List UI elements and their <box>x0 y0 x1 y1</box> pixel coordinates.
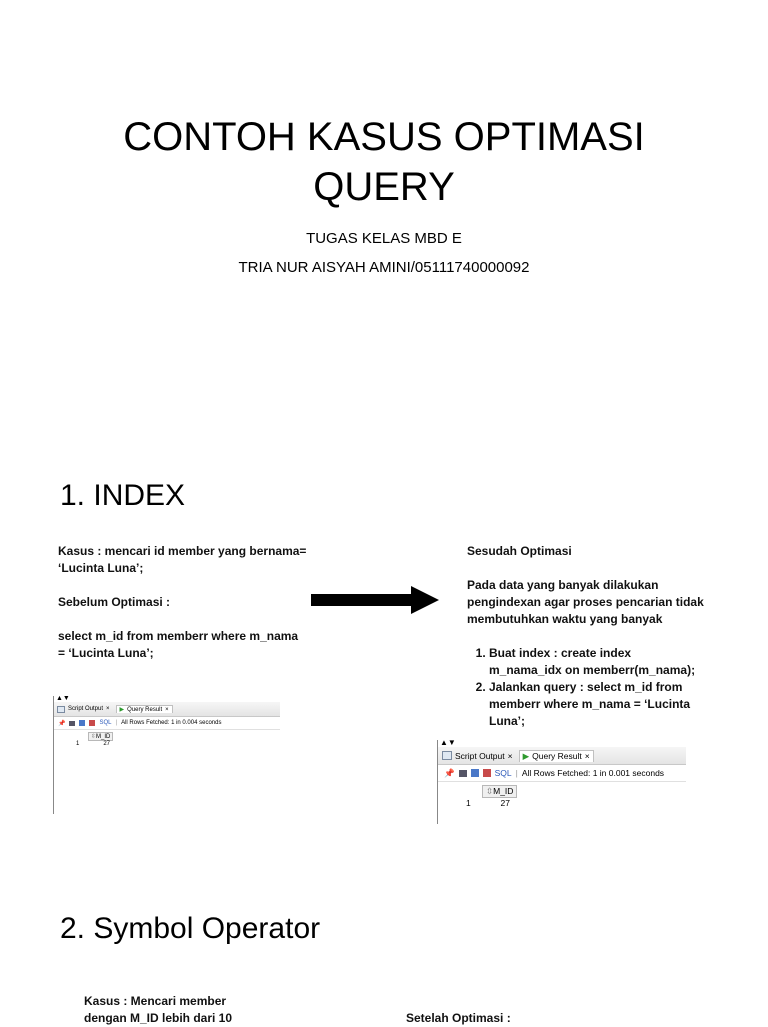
collapse-arrows-icon[interactable]: ▲▼ <box>440 738 456 747</box>
print-icon[interactable] <box>459 770 467 777</box>
panel-toolbar <box>54 717 280 730</box>
tab-query-result[interactable] <box>116 705 173 713</box>
panel-topbar <box>54 696 280 702</box>
slide-title-line2: QUERY <box>313 165 455 209</box>
script-output-icon <box>57 706 65 713</box>
panel-tabs <box>54 702 280 717</box>
panel-topbar <box>438 740 686 747</box>
slide-title-line1: CONTOH KASUS OPTIMASI <box>123 115 645 159</box>
slide-subtitle-author: TRIA NUR AISYAH AMINI/05111740000092 <box>238 259 530 276</box>
after-column <box>467 543 737 730</box>
step-run-query <box>489 679 737 730</box>
query-text-line1: select m_id from memberr where m_nama <box>58 629 299 643</box>
script-output-icon <box>442 751 452 760</box>
table-row[interactable] <box>466 798 686 808</box>
desc-line3: membutuhkan waktu yang banyak <box>467 612 663 626</box>
play-icon: ▶ <box>119 707 125 713</box>
tab-script-output[interactable] <box>442 751 513 761</box>
tab-script-output-label: Script Output <box>455 750 505 761</box>
section2-kasus-line1: Kasus : Mencari member <box>84 994 227 1008</box>
kasus-text-line1: Kasus : mencari id member yang bernama= <box>58 544 307 558</box>
query-result-panel-after <box>437 740 686 824</box>
export-icon[interactable] <box>79 720 85 726</box>
row-number: 1 <box>76 741 80 747</box>
query-result-panel-before <box>53 696 280 814</box>
tab-query-result-label: Query Result <box>127 706 163 713</box>
close-icon[interactable]: × <box>507 750 513 761</box>
section2-setelah-label: Setelah Optimasi : <box>406 1011 511 1025</box>
tab-query-result[interactable] <box>519 750 594 762</box>
fetch-status: All Rows Fetched: 1 in 0.001 seconds <box>521 768 665 778</box>
step2-line2: memberr where m_nama = ‘Lucinta <box>489 697 691 711</box>
desc-line2: pengindexan agar proses pencarian tidak <box>467 595 704 609</box>
tab-script-output[interactable] <box>57 706 110 713</box>
result-grid <box>438 782 686 808</box>
close-icon[interactable]: × <box>165 706 169 713</box>
pin-icon[interactable]: 📌 <box>444 767 455 778</box>
optimization-steps <box>467 645 737 730</box>
print-icon[interactable] <box>69 721 75 726</box>
section-heading-index: 1. INDEX <box>60 479 186 512</box>
column-header-label: M_ID <box>96 734 111 740</box>
toolbar-separator: | <box>515 768 518 778</box>
step1-line1: 1. Buat index : create index <box>489 646 632 660</box>
refresh-icon[interactable] <box>483 769 491 777</box>
refresh-icon[interactable] <box>89 720 95 726</box>
column-header-label: M_ID <box>493 786 514 796</box>
column-header-m-id[interactable]: ⇳M_ID <box>482 785 517 798</box>
step2-line1: 2. Jalankan query : select m_id from <box>489 680 683 694</box>
step-create-index <box>489 645 737 679</box>
section2-kasus <box>84 993 334 1027</box>
table-row[interactable] <box>76 741 280 747</box>
panel-tabs <box>438 747 686 765</box>
slide-subtitle-class: TUGAS KELAS MBD E <box>306 230 462 247</box>
play-icon: ▶ <box>522 750 530 761</box>
step2-line3: Luna’; <box>489 714 525 728</box>
row-number: 1 <box>466 798 471 808</box>
toolbar-separator: | <box>115 720 118 726</box>
desc-line1: Pada data yang banyak dilakukan <box>467 578 659 592</box>
section-heading-symbol-operator: 2. Symbol Operator <box>60 912 321 945</box>
close-icon[interactable]: × <box>584 751 590 761</box>
step1-line2: m_nama_idx on memberr(m_nama); <box>489 663 696 677</box>
close-icon[interactable]: × <box>106 706 110 712</box>
tab-query-result-label: Query Result <box>532 751 582 761</box>
right-arrow-icon <box>311 586 439 614</box>
collapse-arrows-icon[interactable]: ▲▼ <box>56 695 70 702</box>
column-header-m-id[interactable]: ⇳M_ID <box>88 732 113 741</box>
kasus-text-line2: ‘Lucinta Luna’; <box>58 561 144 575</box>
sql-button[interactable]: SQL <box>494 768 512 778</box>
pin-icon[interactable]: 📌 <box>58 720 66 727</box>
before-column <box>58 543 328 662</box>
cell-m-id[interactable]: 27 <box>500 798 510 808</box>
result-grid <box>54 730 280 747</box>
cell-m-id[interactable]: 27 <box>103 741 110 747</box>
sql-button[interactable]: SQL <box>99 720 112 726</box>
section2-kasus-line2: dengan M_ID lebih dari 10 <box>84 1011 233 1025</box>
tab-script-output-label: Script Output <box>68 706 104 712</box>
slide-title <box>84 112 684 212</box>
panel-toolbar <box>438 765 686 782</box>
sesudah-label: Sesudah Optimasi <box>467 544 572 558</box>
fetch-status: All Rows Fetched: 1 in 0.004 seconds <box>121 720 222 726</box>
export-icon[interactable] <box>471 769 479 777</box>
sebelum-label: Sebelum Optimasi : <box>58 595 171 609</box>
query-text-line2: = ‘Lucinta Luna’; <box>58 646 154 660</box>
